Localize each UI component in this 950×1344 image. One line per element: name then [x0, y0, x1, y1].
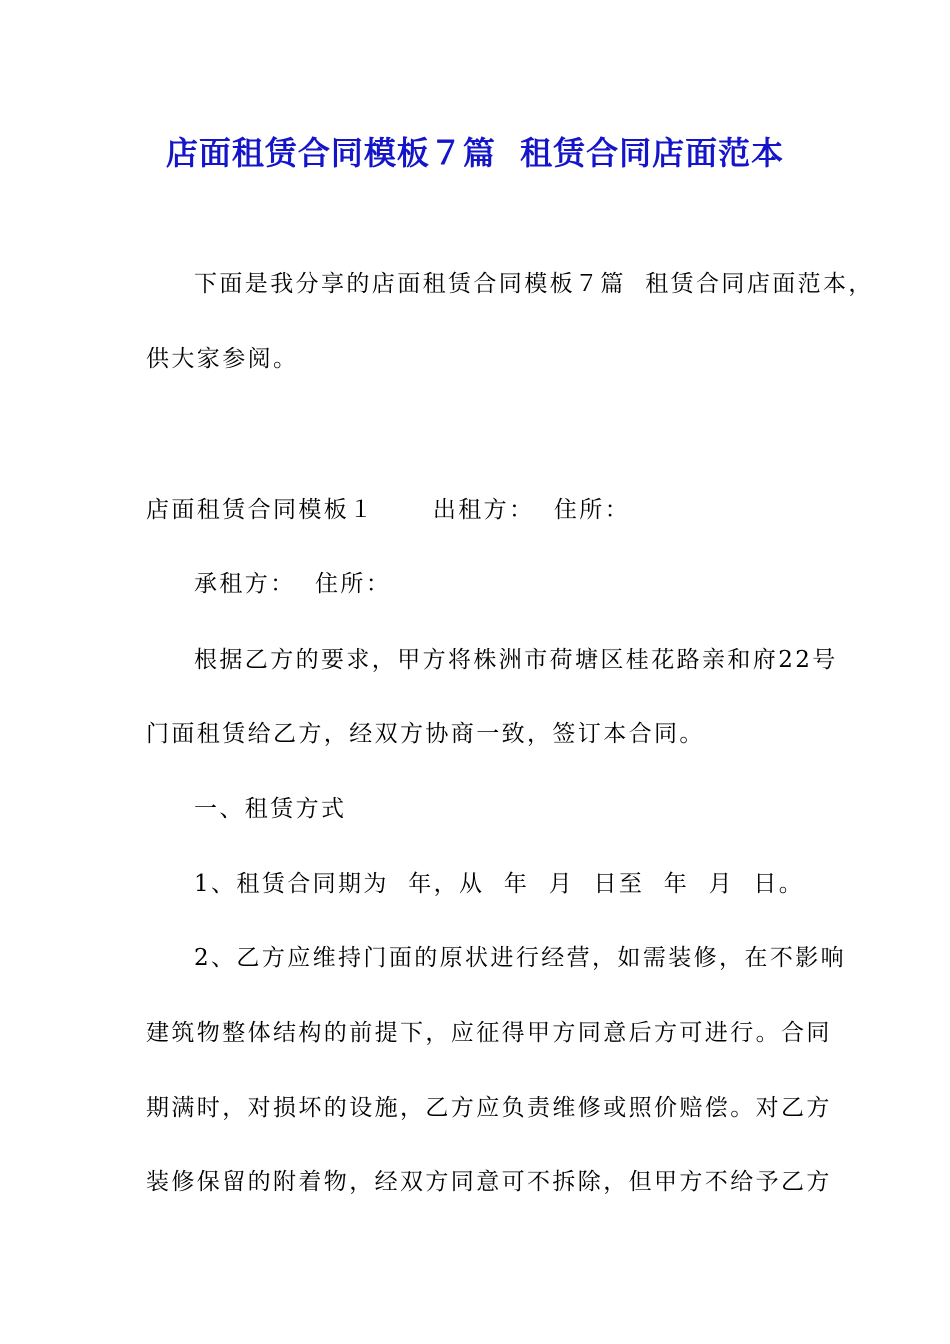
intro-line-1: 下面是我分享的店面租赁合同模板７篇 租赁合同店面范本，: [194, 271, 874, 297]
intro-line-2: 供大家参阅。: [146, 346, 299, 372]
paragraph-line: 根据乙方的要求，甲方将株洲市荷塘区桂花路亲和府22号: [194, 647, 838, 673]
clause-2-line-3: 期满时，对损坏的设施，乙方应负责维修或照价赔偿。对乙方: [146, 1095, 832, 1121]
clause-2-line-1: 2、乙方应维持门面的原状进行经营，如需装修，在不影响: [194, 945, 847, 971]
clause-1: 1、租赁合同期为 年，从 年 月 日至 年 月 日。: [194, 871, 805, 897]
clause-2-line-4: 装修保留的附着物，经双方同意可不拆除，但甲方不给予乙方: [146, 1169, 832, 1195]
paragraph-line: 门面租赁给乙方，经双方协商一致，签订本合同。: [146, 721, 705, 747]
template-1-heading: 店面租赁合同模板１ 出租方： 住所：: [146, 497, 631, 523]
document-title: 店面租赁合同模板７篇 租赁合同店面范本: [165, 134, 785, 172]
section-heading: 一、租赁方式: [194, 796, 347, 822]
clause-2-line-2: 建筑物整体结构的前提下，应征得甲方同意后方可进行。合同: [146, 1020, 832, 1046]
lessee-line: 承租方： 住所：: [194, 571, 392, 597]
